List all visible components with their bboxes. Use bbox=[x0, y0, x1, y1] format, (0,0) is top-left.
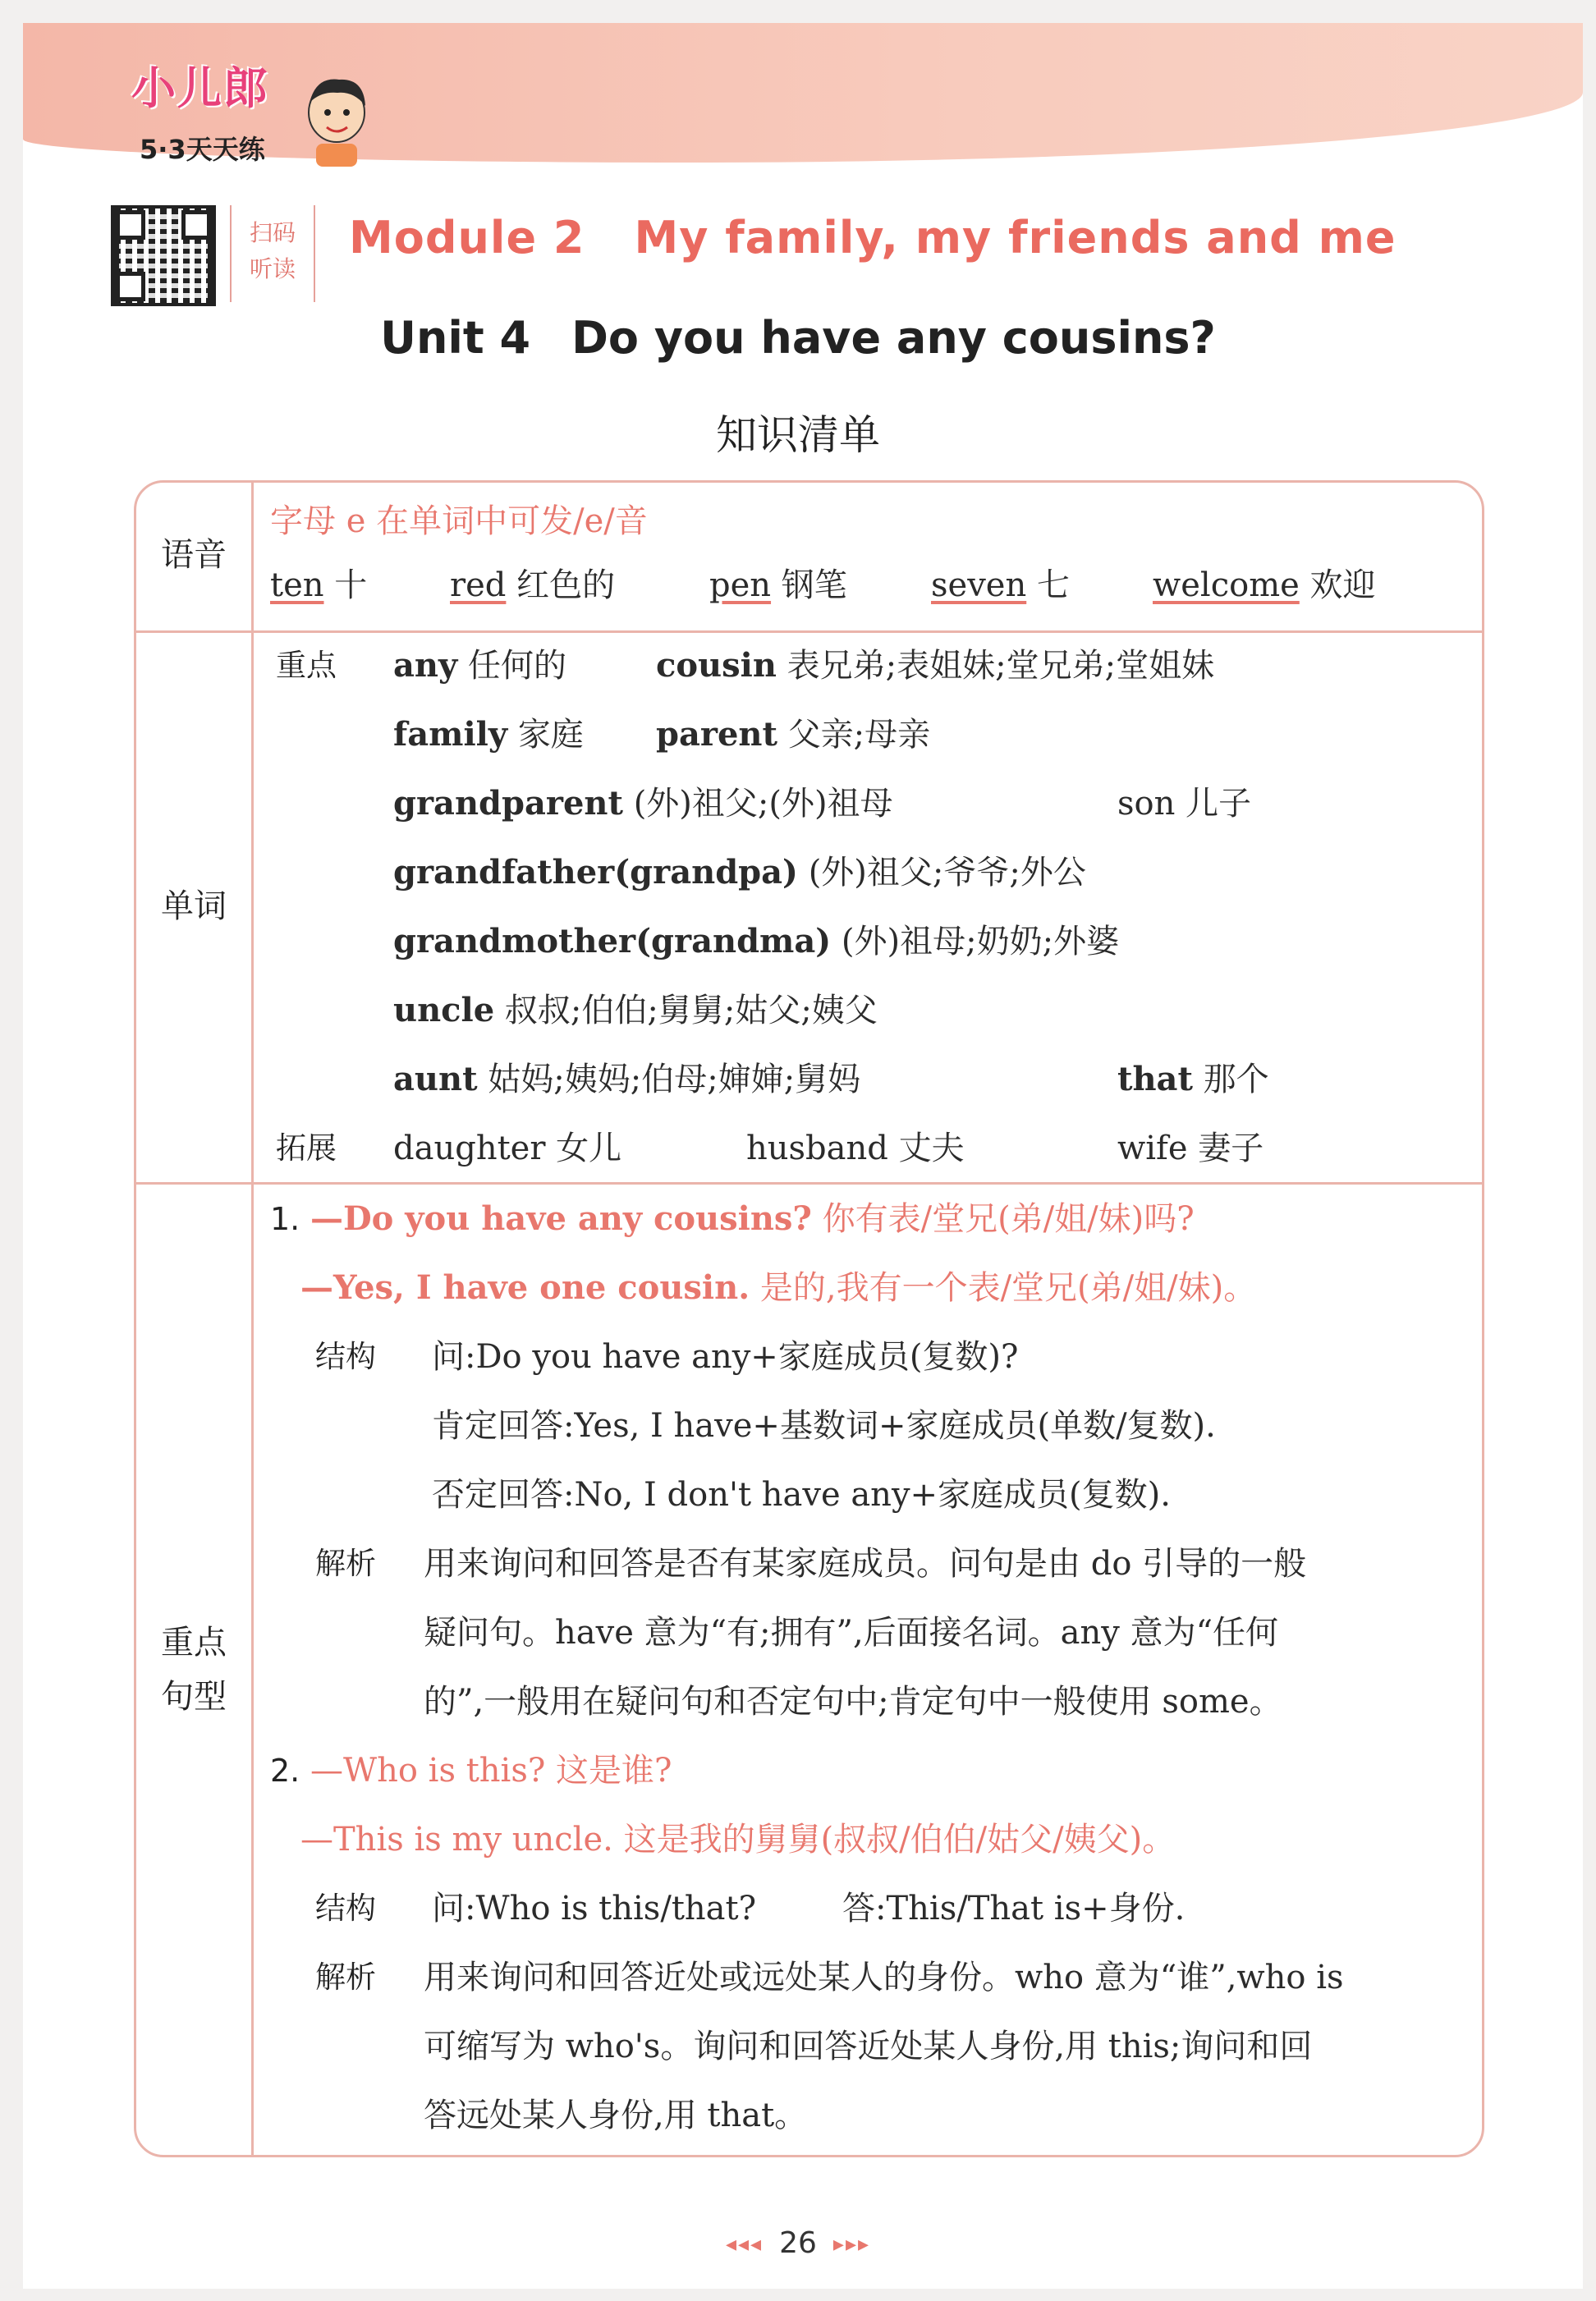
scan-line-1: 扫码 bbox=[249, 219, 296, 246]
analysis-line: 疑问句。have 意为“有;拥有”,后面接名词。any 意为“任何 bbox=[424, 1614, 1279, 1652]
sentence-2-question: 2. —Who is this? 这是谁? bbox=[270, 1752, 672, 1790]
ext-vocab-tag: 拓展 bbox=[276, 1130, 337, 1166]
page-footer bbox=[0, 2226, 1596, 2260]
knowledge-table bbox=[134, 480, 1484, 2157]
structure-line: 问:Who is this/that? bbox=[432, 1890, 757, 1927]
sentence-1-answer: —Yes, I have one cousin. 是的,我有一个表/堂兄(弟/姐/妹)。 bbox=[300, 1268, 1257, 1307]
vocab-item: grandfather(grandpa) (外)祖父;爷爷;外公 bbox=[393, 853, 1086, 892]
module-title bbox=[349, 212, 1396, 264]
analysis-line: 的”,一般用在疑问句和否定句中;肯定句中一般使用 some。 bbox=[424, 1683, 1282, 1721]
scan-to-listen-label bbox=[230, 205, 315, 302]
vocab-item: grandparent (外)祖父;(外)祖母 bbox=[393, 784, 893, 823]
structure-line: 问:Do you have any+家庭成员(复数)? bbox=[432, 1338, 1019, 1376]
right-arrows-icon: ▸▸▸ bbox=[832, 2232, 871, 2257]
structure-line: 否定回答:No, I don't have any+家庭成员(复数). bbox=[432, 1476, 1171, 1514]
unit-name: Do you have any cousins? bbox=[571, 312, 1216, 364]
analysis-tag: 解析 bbox=[315, 1960, 376, 1995]
structure-line: 肯定回答:Yes, I have+基数词+家庭成员(单数/复数). bbox=[432, 1407, 1216, 1445]
vocab-item: son 儿子 bbox=[1117, 785, 1252, 823]
sentence-1-question: 1. —Do you have any cousins? 你有表/堂兄(弟/姐/妹)吗? bbox=[270, 1199, 1195, 1238]
vocab-item: aunt 姑妈;姨妈;伯母;婶婶;舅妈 bbox=[393, 1060, 861, 1098]
structure-tag: 结构 bbox=[315, 1891, 376, 1926]
vocab-item: parent 父亲;母亲 bbox=[656, 715, 931, 754]
row-divider bbox=[136, 630, 1482, 633]
vocab-item: cousin 表兄弟;表姐妹;堂兄弟;堂姐妹 bbox=[656, 646, 1215, 685]
phonics-word: ten 十 bbox=[270, 566, 368, 604]
key-vocab-tag: 重点 bbox=[276, 648, 337, 683]
analysis-line: 可缩写为 who's。询问和回答近处某人身份,用 this;询问和回 bbox=[424, 2028, 1313, 2065]
key-sentences-label: 重点 句型 bbox=[161, 1624, 227, 1716]
ext-vocab-item: husband 丈夫 bbox=[746, 1130, 965, 1167]
qr-code-icon[interactable] bbox=[111, 205, 216, 306]
logo-title: 小儿郎 bbox=[131, 62, 269, 114]
phonics-label: 语音 bbox=[161, 536, 227, 574]
analysis-tag: 解析 bbox=[315, 1546, 376, 1581]
analysis-line: 答远处某人身份,用 that。 bbox=[424, 2097, 808, 2134]
page-number: 26 bbox=[779, 2226, 817, 2260]
vocab-item: uncle 叔叔;伯伯;舅舅;姑父;姨父 bbox=[393, 991, 878, 1029]
row-divider bbox=[136, 1182, 1482, 1185]
structure-line: 答:This/That is+身份. bbox=[842, 1890, 1186, 1927]
vocab-label: 单词 bbox=[161, 887, 227, 925]
vocab-item: any 任何的 bbox=[393, 646, 566, 685]
ext-vocab-item: daughter 女儿 bbox=[393, 1130, 622, 1167]
vocab-item: grandmother(grandma) (外)祖母;奶奶;外婆 bbox=[393, 922, 1120, 960]
logo-subtitle: 5·3天天练 bbox=[140, 134, 265, 165]
analysis-line: 用来询问和回答近处或远处某人的身份。who 意为“谁”,who is bbox=[424, 1959, 1344, 1996]
phonics-word: welcome 欢迎 bbox=[1153, 566, 1376, 604]
structure-tag: 结构 bbox=[315, 1339, 376, 1374]
column-divider bbox=[251, 483, 254, 2155]
sentence-2-answer: —This is my uncle. 这是我的舅舅(叔叔/伯伯/姑父/姨父)。 bbox=[300, 1821, 1176, 1859]
vocab-item: family 家庭 bbox=[393, 715, 584, 754]
vocab-item: that 那个 bbox=[1117, 1060, 1269, 1098]
phonics-word: pen 钢笔 bbox=[709, 566, 847, 604]
unit-title bbox=[0, 312, 1596, 364]
scan-line-2: 听读 bbox=[249, 255, 296, 282]
phonics-word: seven 七 bbox=[931, 566, 1070, 604]
analysis-line: 用来询问和回答是否有某家庭成员。问句是由 do 引导的一般 bbox=[424, 1545, 1307, 1583]
unit-number: Unit 4 bbox=[380, 312, 531, 364]
boy-mascot-icon bbox=[300, 70, 374, 168]
left-arrows-icon: ◂◂◂ bbox=[725, 2232, 764, 2257]
knowledge-list-title: 知识清单 bbox=[716, 411, 880, 459]
phonics-word: red 红色的 bbox=[450, 566, 616, 604]
module-name: My family, my friends and me bbox=[634, 212, 1396, 264]
module-number: Module 2 bbox=[349, 212, 585, 264]
ext-vocab-item: wife 妻子 bbox=[1117, 1130, 1264, 1167]
phonics-rule: 字母 e 在单词中可发/e/音 bbox=[270, 502, 648, 540]
